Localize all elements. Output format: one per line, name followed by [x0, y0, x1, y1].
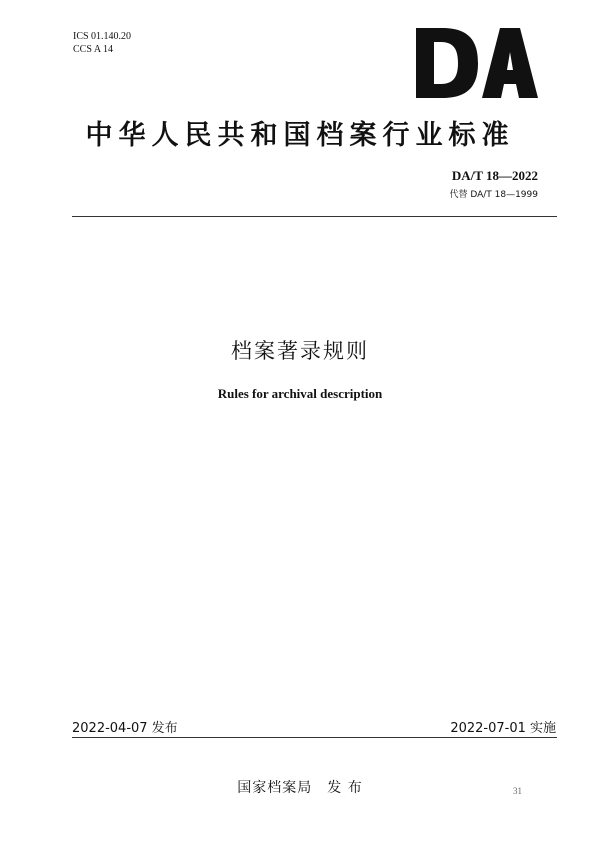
top-divider — [72, 216, 557, 217]
ccs-code: CCS A 14 — [73, 44, 114, 55]
implement-date: 2022-07-01 实施 — [450, 721, 556, 736]
da-logo — [416, 28, 538, 98]
replaces-standard: 代替 DA/T 18—1999 — [449, 190, 538, 200]
document-title-cn: 档案著录规则 — [231, 339, 369, 363]
classification-codes — [73, 30, 131, 56]
ics-code: ICS 01.140.20 — [73, 31, 132, 42]
standard-category-title: 中华人民共和国档案行业标准 — [85, 120, 515, 151]
page-number: 31 — [513, 786, 522, 796]
publish-date: 2022-04-07 发布 — [72, 721, 178, 736]
document-title-en: Rules for archival description — [217, 386, 383, 401]
issuing-authority: 国家档案局 发 布 — [237, 780, 363, 796]
bottom-divider — [72, 737, 557, 738]
standard-number: DA/T 18—2022 — [451, 168, 538, 183]
